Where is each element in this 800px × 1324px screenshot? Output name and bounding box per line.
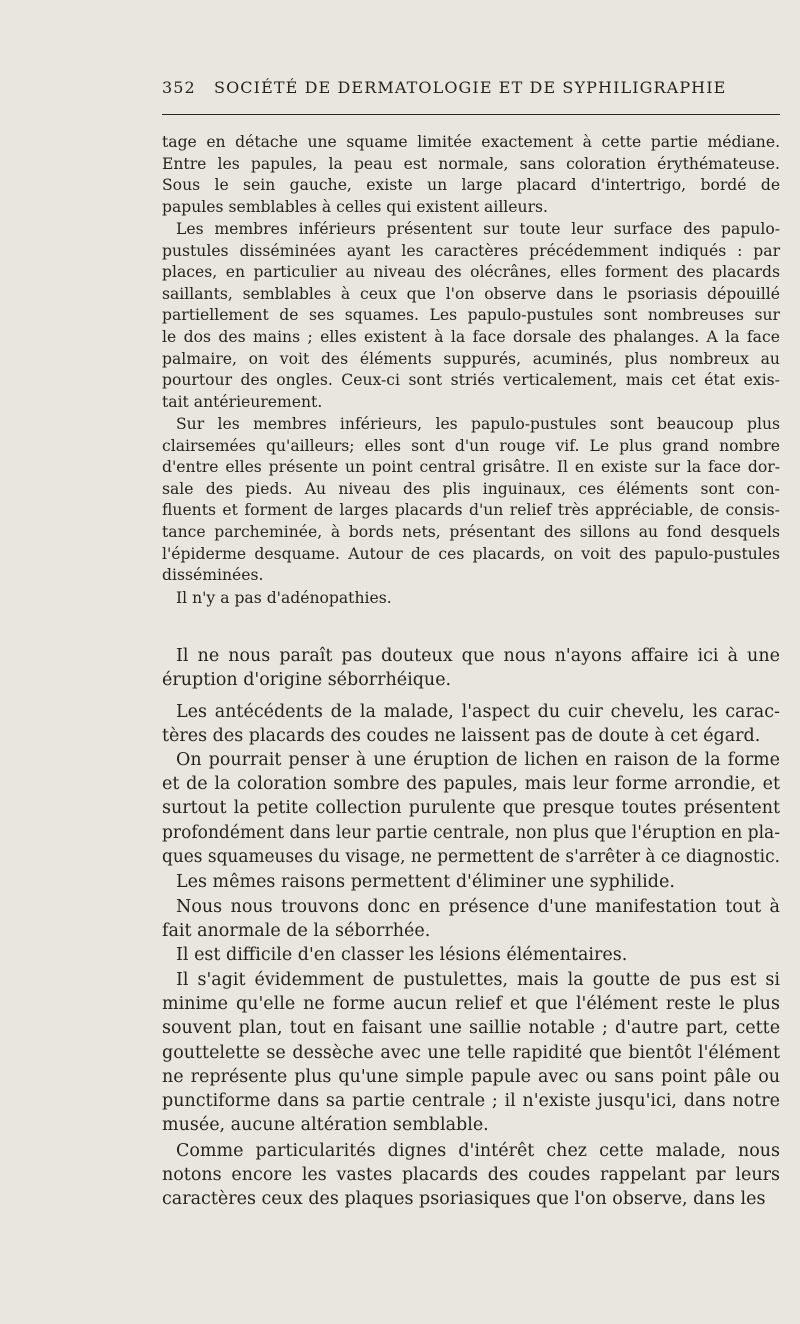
text-line: l'épiderme desquame. Autour de ces placards, on voit des papulo-pustules	[162, 544, 780, 563]
text-line: Il est difficile d'en classer les lésions élémentaires.	[176, 945, 628, 965]
page-number: 352	[162, 78, 196, 97]
text-line: d'entre elles présente un point central grisâtre. Il en existe sur la face dor-	[162, 458, 780, 477]
text-line: pustules disséminées ayant les caractères précédemment indiqués : par	[162, 241, 781, 260]
text-line: papules semblables à celles qui existent ailleurs.	[162, 197, 548, 216]
text-line: Il s'agit évidemment de pustulettes, mais la goutte de pus est si	[176, 970, 780, 990]
paragraph-lower-limbs	[162, 414, 780, 587]
text-line: tères des placards des coudes ne laissent pas de doute à cet égard.	[162, 726, 761, 747]
text-line: Entre les papules, la peau est normale, sans coloration érythémateuse.	[162, 154, 780, 173]
text-line: profondément dans leur partie centrale, non plus que l'éruption en pla-	[162, 822, 780, 843]
text-line: Sous le sein gauche, existe un large placard d'intertrigo, bordé de	[162, 176, 781, 195]
text-line: Les antécédents de la malade, l'aspect du cuir chevelu, les carac-	[176, 702, 780, 722]
text-line: éruption d'origine séborrhéique.	[162, 670, 452, 691]
paragraph-pustulettes	[162, 968, 780, 1137]
text-line: tait antérieurement.	[162, 392, 323, 411]
running-header	[162, 78, 780, 106]
paragraph-particularites	[162, 1139, 780, 1212]
text-line: saillants, semblables à ceux que l'on observe dans le psoriasis dépouillé	[162, 284, 780, 303]
text-line: Les membres inférieurs présentent sur toute leur surface des papulo-	[176, 220, 780, 238]
text-line: et de la coloration sombre des papules, mais leur forme arrondie, et	[162, 774, 780, 795]
text-line: Nous nous trouvons donc en présence d'une manifestation tout à	[176, 897, 780, 917]
paragraph-adenopathies	[162, 588, 780, 610]
text-line: le dos des mains ; elles existent à la face dorsale des phalanges. A la face	[162, 327, 780, 346]
paragraph-upper-limbs	[162, 219, 780, 413]
paragraph-antecedents	[162, 700, 780, 748]
text-line: places, en particulier au niveau des olécrânes, elles forment des placards	[162, 263, 780, 282]
text-line: minime qu'elle ne forme aucun relief et que l'élément reste le plus	[162, 994, 780, 1015]
text-line: fluents et forment de larges placards d'un relief très appréciable, de consis-	[162, 501, 780, 520]
text-line: Il ne nous paraît pas douteux que nous n'ayons affaire ici à une	[176, 646, 780, 666]
paragraph-syphilide	[162, 870, 780, 894]
text-line: punctiforme dans sa partie centrale ; il n'existe jusqu'ici, dans notre	[162, 1091, 780, 1112]
text-line: gouttelette se dessèche avec une telle rapidité que bientôt l'élément	[162, 1042, 780, 1063]
paragraph-diagnosis	[162, 644, 780, 692]
text-line: On pourrait penser à une éruption de lichen en raison de la forme	[176, 750, 781, 770]
text-line: musée, aucune altération semblable.	[162, 1115, 489, 1136]
text-line: tance parcheminée, à bords nets, présentant des sillons au fond desquels	[162, 522, 781, 541]
text-line: souvent plan, tout en faisant une saillie notable ; d'autre part, cette	[162, 1018, 781, 1039]
text-line: caractères ceux des plaques psoriasiques que l'on observe, dans les	[162, 1189, 766, 1210]
text-line: partiellement de ses squames. Les papulo-pustules sont nombreuses sur	[162, 306, 780, 325]
text-line: ques squameuses du visage, ne permettent de s'arrêter à ce diagnostic.	[162, 846, 780, 867]
text-line: palmaire, on voit des éléments suppurés, acuminés, plus nombreux au	[162, 349, 780, 368]
text-line: Comme particularités dignes d'intérêt chez cette malade, nous	[176, 1141, 781, 1161]
text-line: fait anormale de la séborrhée.	[162, 921, 431, 942]
text-line: notons encore les vastes placards des coudes rappelant par leurs	[162, 1165, 780, 1186]
text-line: sale des pieds. Au niveau des plis inguinaux, ces éléments sont con-	[162, 479, 780, 498]
text-line: Les mêmes raisons permettent d'éliminer une syphilide.	[176, 872, 675, 892]
paragraph-lichen	[162, 748, 780, 869]
paragraph-seborrhee	[162, 895, 780, 943]
paragraph-classification	[162, 943, 780, 967]
running-title: SOCIÉTÉ DE DERMATOLOGIE ET DE SYPHILIGRAPHIE	[214, 78, 727, 97]
text-line: pourtour des ongles. Ceux-ci sont striés verticalement, mais cet état exis-	[162, 371, 780, 390]
paragraph-case-trunk	[162, 132, 780, 218]
text-line: Sur les membres inférieurs, les papulo-pustules sont beaucoup plus	[176, 415, 781, 433]
header-rule	[162, 114, 780, 115]
text-line: surtout la petite collection purulente que presque toutes présentent	[162, 798, 781, 819]
text-line: disséminées.	[162, 566, 264, 585]
text-line: clairsemées qu'ailleurs; elles sont d'un rouge vif. Le plus grand nombre	[162, 436, 780, 455]
text-line: Il n'y a pas d'adénopathies.	[176, 589, 392, 607]
text-line: ne représente plus qu'une simple papule avec ou sans point pâle ou	[162, 1066, 781, 1087]
text-line: tage en détache une squame limitée exactement à cette partie médiane.	[162, 133, 781, 151]
